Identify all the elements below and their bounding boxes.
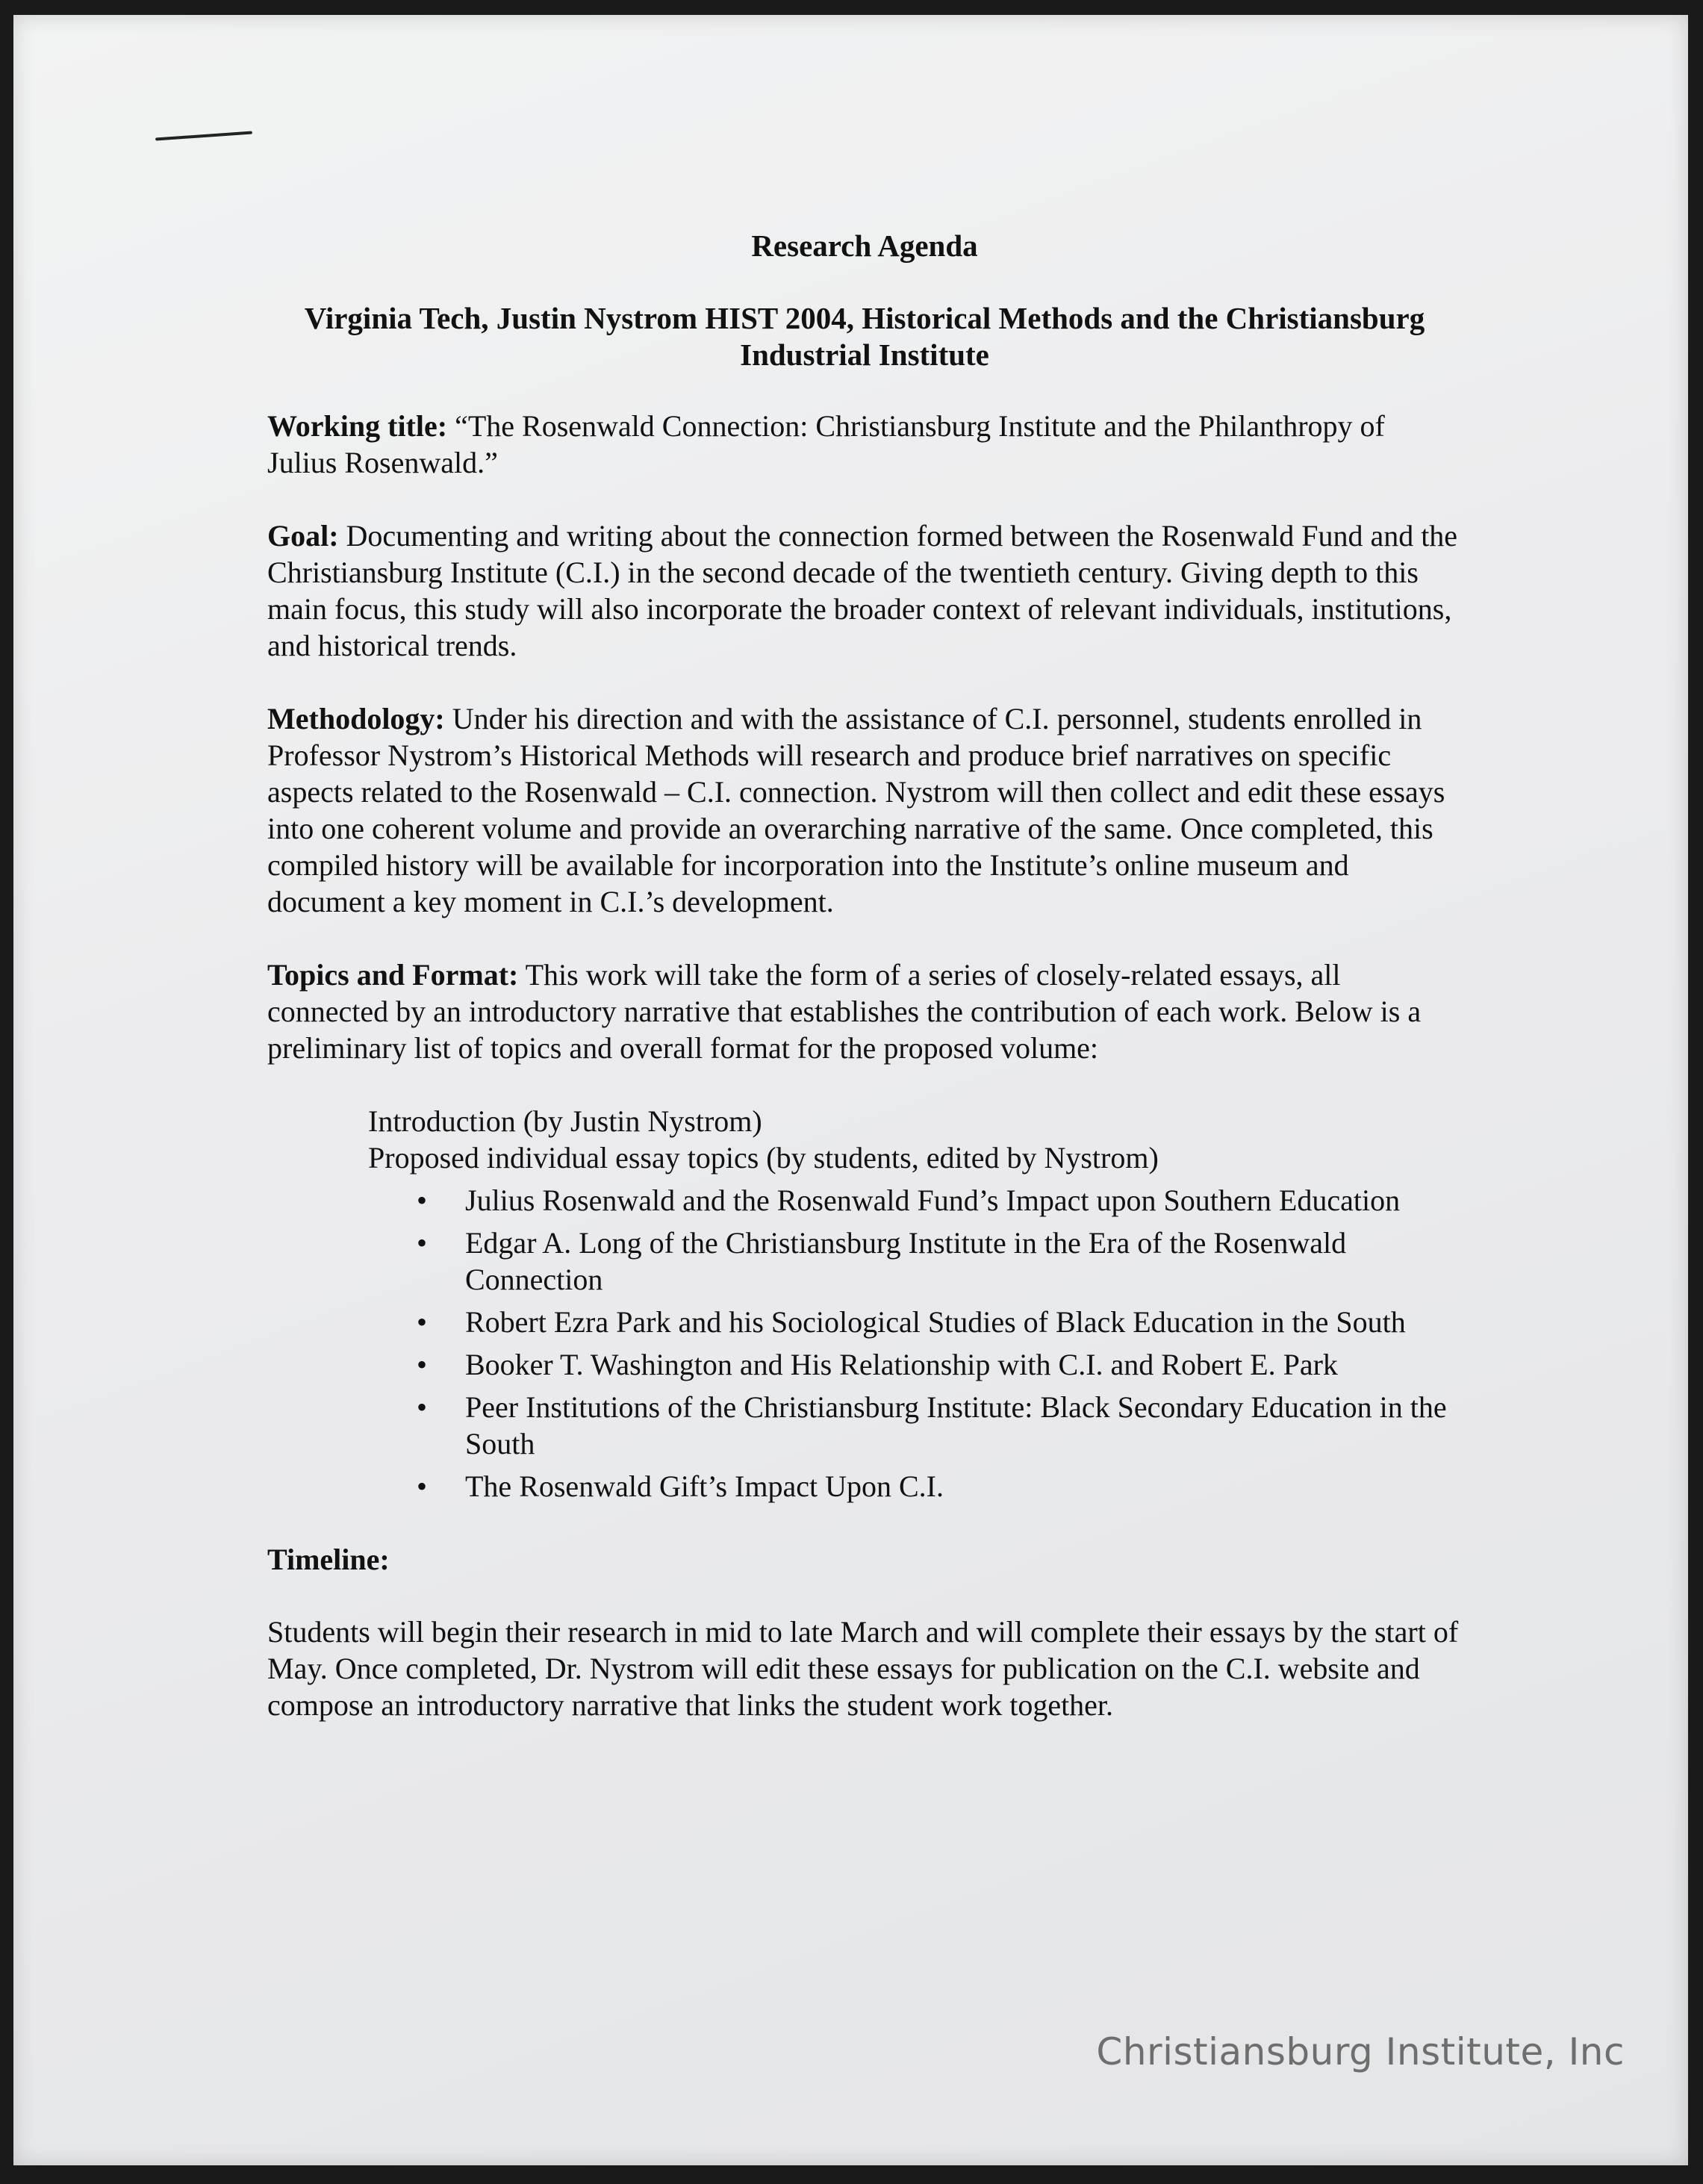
goal-label: Goal: (267, 519, 339, 553)
document-subtitle: Virginia Tech, Justin Nystrom HIST 2004, Historical Methods and the Christiansburg Industrial Institute (304, 301, 1425, 372)
working-title-section (267, 408, 1462, 481)
list-item: • Booker T. Washington and His Relationship with C.I. and Robert E. Park (465, 1346, 1462, 1383)
document-title: Research Agenda (751, 228, 978, 263)
list-item: • Robert Ezra Park and his Sociological Studies of Black Education in the South (465, 1304, 1462, 1340)
methodology-label: Methodology: (267, 702, 445, 735)
timeline-label: Timeline: (267, 1543, 390, 1576)
goal-section (267, 517, 1462, 664)
methodology-text: Under his direction and with the assistance of C.I. personnel, students enrolled in Professor Nystrom’s Historical Methods will research and produce brief narratives on specific aspects related to the Rosenwald – C.I. connection. Nystrom will then collect and edit these essays into one coherent volume and provide an overarching narrative of the same. Once completed, this compiled history will be available for incorporation into the Institute’s online museum and document a key moment in C.I.’s development. (267, 702, 1445, 918)
paper-sheet (13, 15, 1688, 2165)
methodology-section (267, 700, 1462, 920)
list-item: • Julius Rosenwald and the Rosenwald Fund’s Impact upon Southern Education (465, 1182, 1462, 1219)
list-item: • Edgar A. Long of the Christiansburg Institute in the Era of the Rosenwald Connection (465, 1225, 1462, 1298)
essay-topic-list (267, 1182, 1462, 1505)
topics-format-text: This work will take the form of a series of closely-related essays, all connected by an introductory narrative that establishes the contribution of each work. Below is a preliminary list of topics and overall format for the proposed volume: (267, 958, 1422, 1065)
watermark: Christiansburg Institute, Inc (1096, 2030, 1625, 2073)
document-body (267, 228, 1462, 1760)
list-item: • The Rosenwald Gift’s Impact Upon C.I. (465, 1468, 1462, 1505)
pen-mark (155, 131, 252, 140)
topics-format-section (267, 956, 1462, 1066)
list-item: • Peer Institutions of the Christiansburg Institute: Black Secondary Education in the South (465, 1389, 1462, 1462)
timeline-text: Students will begin their research in mid to late March and will complete their essays by the start of May. Once completed, Dr. Nystrom will edit these essays for publication on the C.I. website and compose an introductory narrative that links the student work together. (267, 1615, 1459, 1722)
goal-text: Documenting and writing about the connection formed between the Rosenwald Fund and the Christiansburg Institute (C.I.) in the second decade of the twentieth century. Giving depth to this main focus, this study will also incorporate the broader context of relevant individuals, institutions, and historical trends. (267, 519, 1458, 662)
working-title-label: Working title: (267, 409, 448, 443)
topics-format-label: Topics and Format: (267, 958, 519, 992)
timeline-section (267, 1541, 1462, 1578)
working-title-text: “The Rosenwald Connection: Christiansburg Institute and the Philanthropy of Julius Rosenwald.” (267, 409, 1385, 479)
proposed-topics-line: Proposed individual essay topics (by students, edited by Nystrom) (368, 1141, 1159, 1175)
introduction-line: Introduction (by Justin Nystrom) (368, 1104, 762, 1138)
